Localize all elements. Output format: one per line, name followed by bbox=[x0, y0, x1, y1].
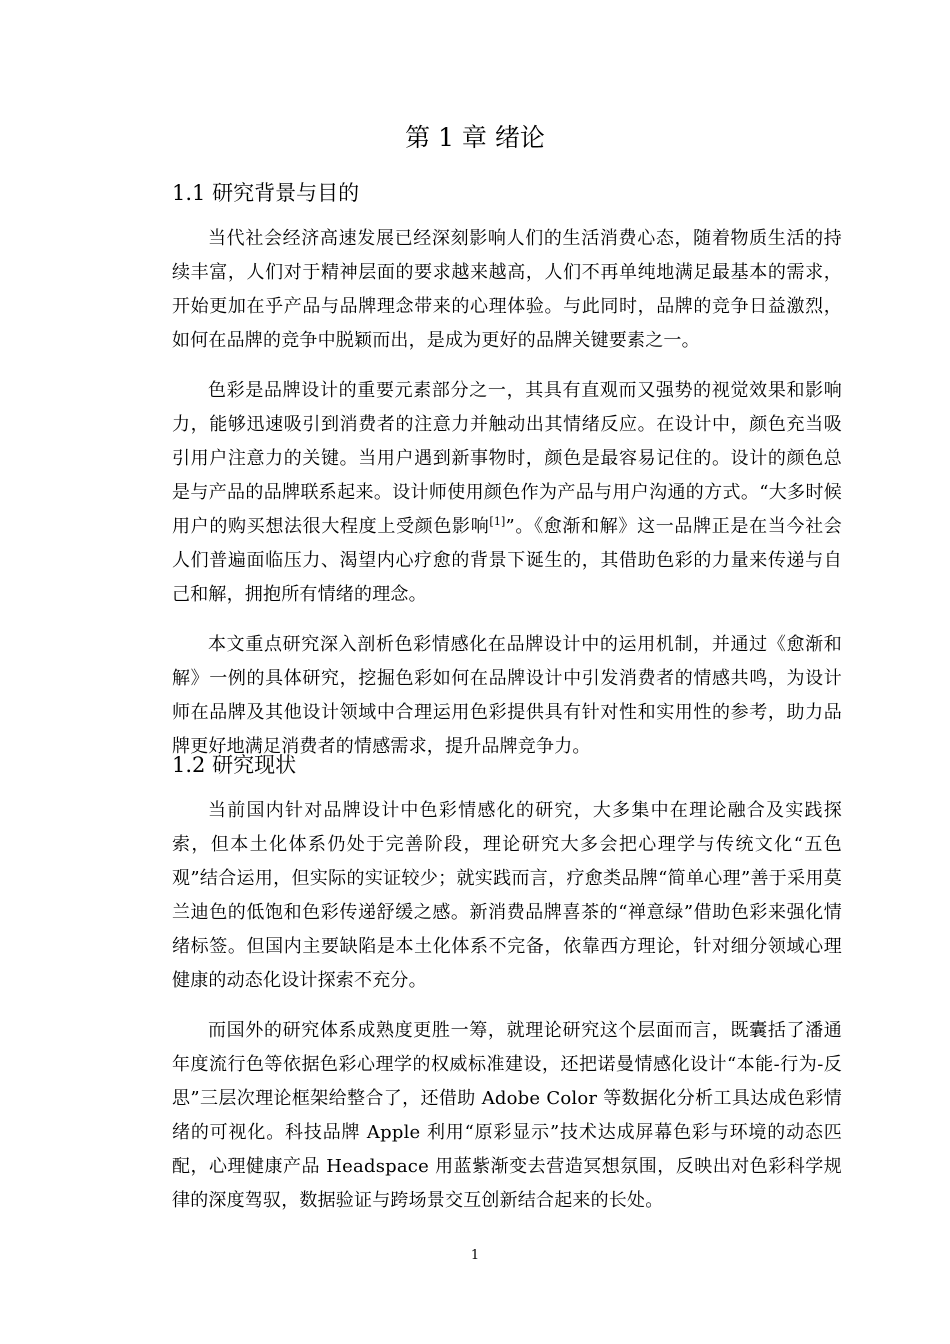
section-title: 1.2 研究现状 bbox=[172, 753, 297, 777]
section-title: 1.1 研究背景与目的 bbox=[172, 181, 360, 205]
paragraph: 当代社会经济高速发展已经深刻影响人们的生活消费心态，随着物质生活的持续丰富，人们对于精神层面的要求越来越高，人们不再单纯地满足最基本的需求，开始更加在乎产品与品牌理念带来的心理体验。与此同时，品牌的竞争日益激烈，如何在品牌的竞争中脱颖而出，是成为更好的品牌关键要素之一。 bbox=[172, 228, 842, 351]
page-number: 1 bbox=[470, 1248, 480, 1263]
paragraph: 而国外的研究体系成熟度更胜一筹，就理论研究这个层面而言，既囊括了潘通年度流行色等依据色彩心理学的权威标准建设，还把诺曼情感化设计“本能-行为-反思”三层次理论框架给整合了，还借助 Adobe Color 等数据化分析工具达成色彩情绪的可视化。科技品牌 Apple 利用“原彩显示”技术达成屏幕色彩与环境的动态匹配，心理健康产品 Headspace 用蓝紫渐变去营造冥想氛围，反映出对色彩科学规律的深度驾驭，数据验证与跨场景交互创新结合起来的长处。 bbox=[172, 1020, 842, 1211]
section-research-background bbox=[172, 178, 842, 764]
chapter-title: 第 1 章 绪论 bbox=[405, 123, 545, 152]
section-research-status bbox=[172, 750, 842, 1218]
paragraph-text: 色彩是品牌设计的重要元素部分之一，其具有直观而又强势的视觉效果和影响力，能够迅速吸引到消费者的注意力并触动出其情绪反应。在设计中，颜色充当吸引用户注意力的关键。当用户遇到新事物时，颜色是最容易记住的。设计的颜色总是与产品的品牌联系起来。设计师使用颜色作为产品与用户沟通的方式。“大多时候用户的购买想法很大程度上受颜色影响 bbox=[172, 380, 842, 537]
paragraph: 本文重点研究深入剖析色彩情感化在品牌设计中的运用机制，并通过《愈渐和解》一例的具体研究，挖掘色彩如何在品牌设计中引发消费者的情感共鸣，为设计师在品牌及其他设计领域中合理运用色彩提供具有针对性和实用性的参考，助力品牌更好地满足消费者的情感需求，提升品牌竞争力。 bbox=[172, 634, 842, 757]
paragraph: 当前国内针对品牌设计中色彩情感化的研究，大多集中在理论融合及实践探索，但本土化体系仍处于完善阶段，理论研究大多会把心理学与传统文化“五色观”结合运用，但实际的实证较少；就实践而言，疗愈类品牌“简单心理”善于采用莫兰迪色的低饱和色彩传递舒缓之感。新消费品牌喜茶的“禅意绿”借助色彩来强化情绪标签。但国内主要缺陷是本土化体系不完备，依靠西方理论，针对细分领域心理健康的动态化设计探索不充分。 bbox=[172, 800, 842, 991]
paragraph-text: ”。《愈渐和解》这一品牌正是在当今社会人们普遍面临压力、渴望内心疗愈的背景下诞生的，其借助色彩的力量来传递与自己和解，拥抱所有情绪的理念。 bbox=[172, 516, 842, 605]
citation-reference[interactable]: [1] bbox=[489, 515, 506, 528]
paragraph-with-citation bbox=[172, 374, 842, 612]
